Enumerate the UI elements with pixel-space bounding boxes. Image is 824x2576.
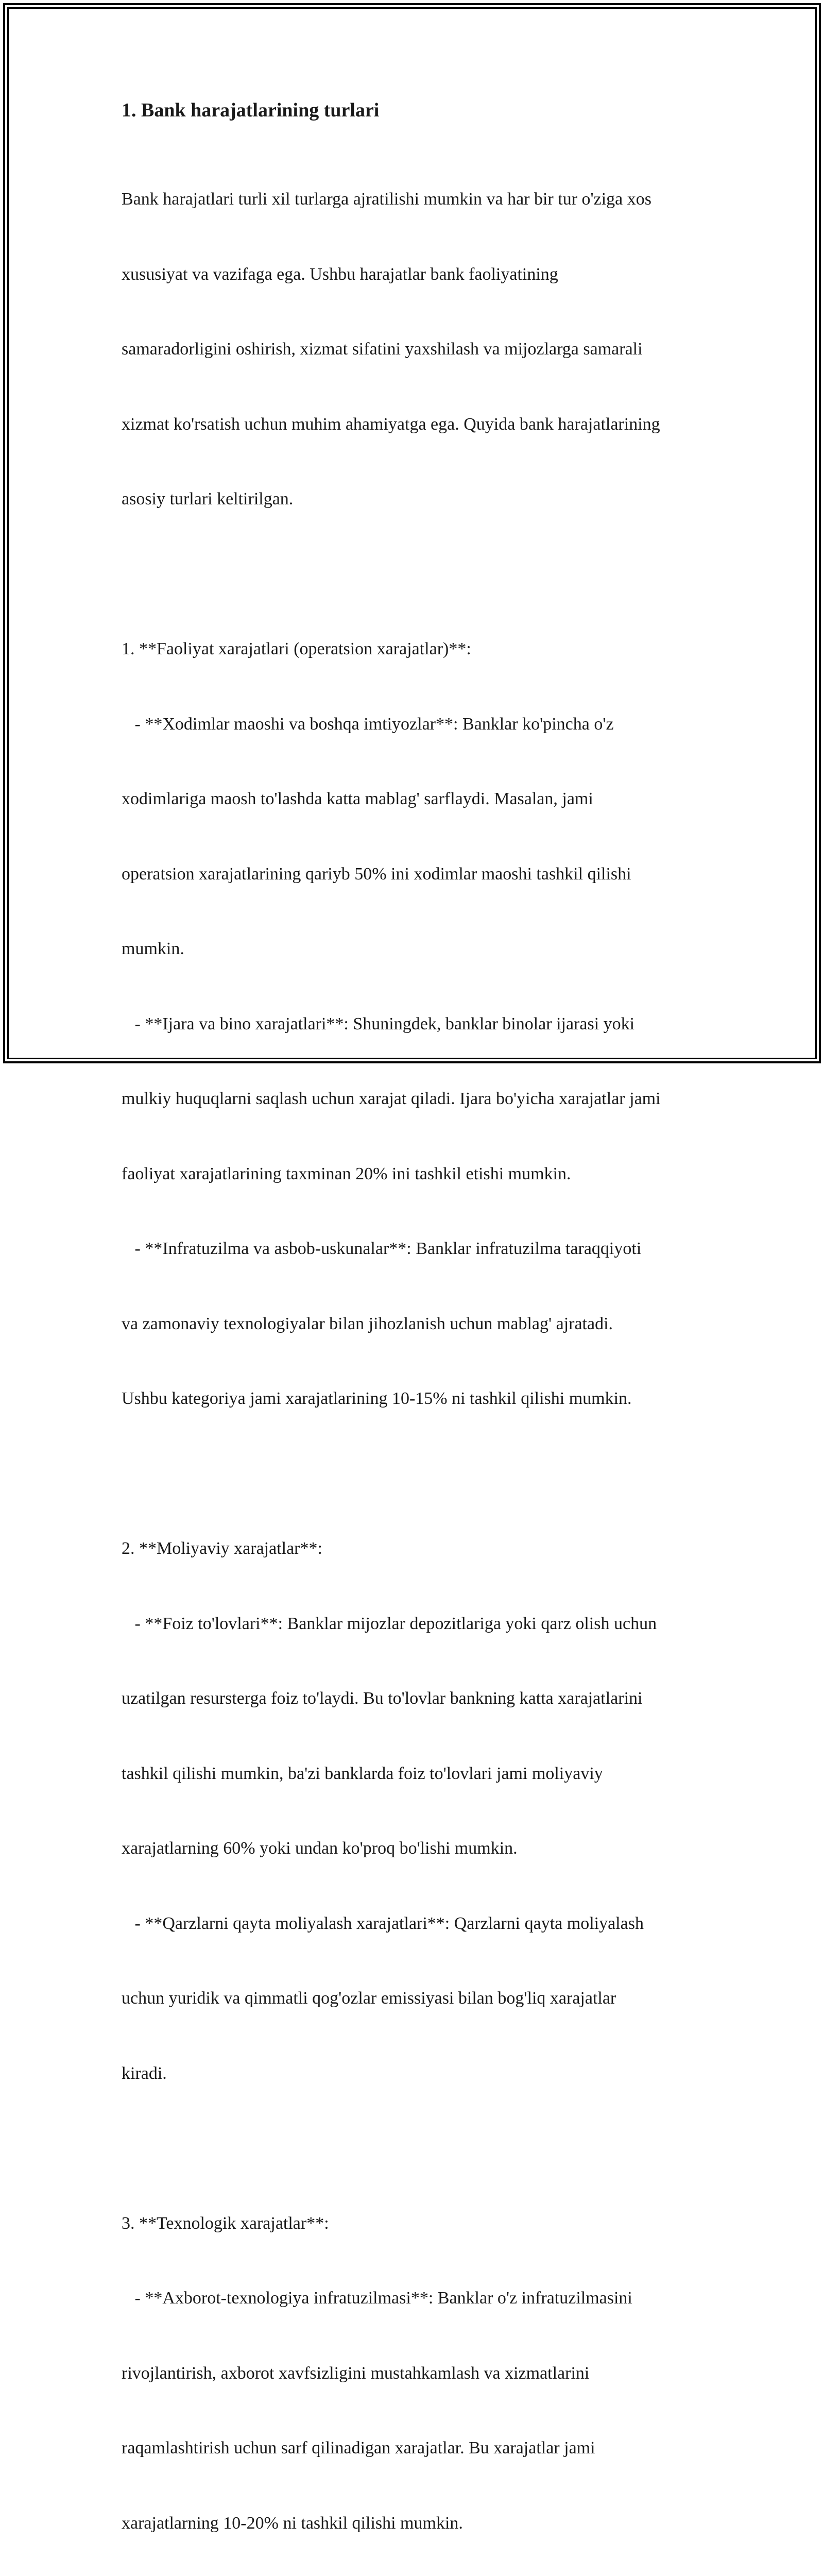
- text-line: xarajatlarning 10-20% ni tashkil qilishi mumkin.: [122, 2511, 709, 2536]
- text-line: mumkin.: [122, 937, 709, 962]
- text-line: va zamonaviy texnologiyalar bilan jihozlanish uchun mablag' ajratadi.: [122, 1312, 709, 1337]
- text-line: asosiy turlari keltirilgan.: [122, 487, 709, 512]
- text-line: Bank harajatlari turli xil turlarga ajratilishi mumkin va har bir tur o'ziga xos: [122, 187, 709, 212]
- text-line: - **Infratuzilma va asbob-uskunalar**: Banklar infratuzilma taraqqiyoti: [122, 1236, 709, 1262]
- text-line: xizmat ko'rsatish uchun muhim ahamiyatga ega. Quyida bank harajatlarining: [122, 412, 709, 437]
- section-technology-expenses: [122, 2161, 709, 2576]
- text-line: - **Foiz to'lovlari**: Banklar mijozlar depozitlariga yoki qarz olish uchun: [122, 1612, 709, 1637]
- blank-line: [122, 2136, 709, 2161]
- document-body: [122, 98, 709, 2576]
- text-line: - **Axborot-texnologiya infratuzilmasi**: Banklar o'z infratuzilmasini: [122, 2286, 709, 2311]
- text-line: 1. **Faoliyat xarajatlari (operatsion xarajatlar)**:: [122, 637, 709, 662]
- text-line: xodimlariga maosh to'lashda katta mablag' sarflaydi. Masalan, jami: [122, 787, 709, 812]
- text-line: 3. **Texnologik xarajatlar**:: [122, 2211, 709, 2236]
- intro-paragraph: [122, 137, 709, 562]
- text-line: kiradi.: [122, 2061, 709, 2087]
- text-line: 2. **Moliyaviy xarajatlar**:: [122, 1536, 709, 1562]
- text-line: mulkiy huquqlarni saqlash uchun xarajat qiladi. Ijara bo'yicha xarajatlar jami: [122, 1087, 709, 1112]
- text-line: rivojlantirish, axborot xavfsizligini mustahkamlash va xizmatlarini: [122, 2361, 709, 2386]
- blank-line: [122, 1462, 709, 1487]
- text-line: tashkil qilishi mumkin, ba'zi banklarda foiz to'lovlari jami moliyaviy: [122, 1761, 709, 1787]
- text-line: faoliyat xarajatlarining taxminan 20% ini tashkil etishi mumkin.: [122, 1162, 709, 1187]
- text-line: uchun yuridik va qimmatli qog'ozlar emissiyasi bilan bog'liq xarajatlar: [122, 1986, 709, 2011]
- blank-line: [122, 562, 709, 587]
- text-line: Ushbu kategoriya jami xarajatlarining 10-15% ni tashkil qilishi mumkin.: [122, 1386, 709, 1412]
- text-line: xarajatlarning 60% yoki undan ko'proq bo'lishi mumkin.: [122, 1836, 709, 1861]
- text-line: - **Ijara va bino xarajatlari**: Shuningdek, banklar binolar ijarasi yoki: [122, 1012, 709, 1037]
- section-heading: 1. Bank harajatlarining turlari: [122, 98, 709, 123]
- text-line: samaradorligini oshirish, xizmat sifatini yaxshilash va mijozlarga samarali: [122, 337, 709, 362]
- text-line: raqamlashtirish uchun sarf qilinadigan xarajatlar. Bu xarajatlar jami: [122, 2436, 709, 2461]
- section-operational-expenses: [122, 587, 709, 1462]
- text-line: - **Qarzlarni qayta moliyalash xarajatlari**: Qarzlarni qayta moliyalash: [122, 1911, 709, 1937]
- text-line: operatsion xarajatlarining qariyb 50% ini xodimlar maoshi tashkil qilishi: [122, 862, 709, 887]
- section-financial-expenses: [122, 1486, 709, 2136]
- text-line: uzatilgan resursterga foiz to'laydi. Bu to'lovlar bankning katta xarajatlarini: [122, 1686, 709, 1711]
- text-line: xususiyat va vazifaga ega. Ushbu harajatlar bank faoliyatining: [122, 262, 709, 287]
- text-line: - **Xodimlar maoshi va boshqa imtiyozlar**: Banklar ko'pincha o'z: [122, 712, 709, 737]
